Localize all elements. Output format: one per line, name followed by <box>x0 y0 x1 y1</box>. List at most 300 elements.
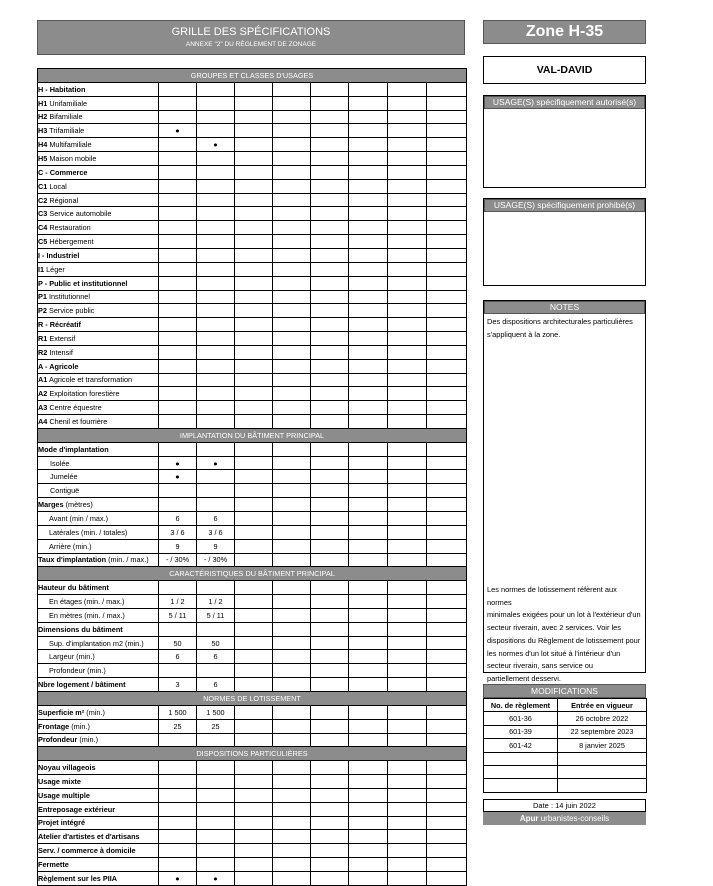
mod-header-row <box>484 699 647 712</box>
grid-cell <box>349 622 388 636</box>
mod-row <box>484 752 647 765</box>
grid-cell <box>311 442 349 456</box>
grid-cell <box>159 581 197 595</box>
grid-cell <box>273 650 311 664</box>
spec-sub-label: Avant (min / max.) <box>49 513 109 523</box>
grid-cell <box>159 761 197 775</box>
grid-cell <box>273 456 311 470</box>
grid-cell <box>311 802 349 816</box>
grid-cell <box>349 498 388 512</box>
grid-cell <box>427 373 467 387</box>
grid-cell <box>311 470 349 484</box>
grid-cell <box>349 484 388 498</box>
grid-cell <box>235 539 273 553</box>
usage-row <box>38 82 467 96</box>
modifications-box <box>483 684 646 793</box>
usage-class-code: C5 <box>38 237 48 247</box>
grid-cell <box>349 235 388 249</box>
grid-cell <box>388 498 427 512</box>
usage-group-label: P - Public et institutionnel <box>38 278 128 288</box>
grid-cell <box>197 262 235 276</box>
grid-cell <box>311 816 349 830</box>
grid-cell <box>273 775 311 789</box>
grid-cell <box>235 678 273 692</box>
implantation-row <box>38 512 467 526</box>
grid-cell <box>273 512 311 526</box>
usage-group-label: A - Agricole <box>38 361 79 371</box>
grid-cell <box>235 816 273 830</box>
usage-class-code: H4 <box>38 140 48 150</box>
grid-cell <box>235 442 273 456</box>
grid-cell <box>273 235 311 249</box>
implantation-row <box>38 498 467 512</box>
grid-cell <box>159 664 197 678</box>
grid-cell <box>273 788 311 802</box>
lotissement-row <box>38 733 467 747</box>
grid-cell <box>388 650 427 664</box>
grid-cell <box>427 650 467 664</box>
grid-cell: 6 <box>159 512 197 526</box>
grid-cell <box>311 650 349 664</box>
grid-cell <box>349 595 388 609</box>
grid-cell <box>273 96 311 110</box>
usage-row <box>38 318 467 332</box>
usage-class-label: Exploitation forestière <box>47 389 120 399</box>
grid-cell <box>388 262 427 276</box>
grid-cell <box>427 138 467 152</box>
grid-cell <box>349 470 388 484</box>
grid-cell <box>197 442 235 456</box>
usage-class-code: C4 <box>38 223 48 233</box>
grid-cell <box>273 525 311 539</box>
grid-cell <box>197 221 235 235</box>
note-lotissement <box>484 584 645 686</box>
grid-cell <box>388 124 427 138</box>
grid-cell <box>427 705 467 719</box>
mod-row <box>484 739 647 752</box>
grid-cell <box>159 816 197 830</box>
grid-cell <box>235 581 273 595</box>
note-line: dispositions du Règlement de lotissement pour <box>487 635 641 645</box>
usage-class-code: C1 <box>38 181 48 191</box>
note-line: secteur riverain, avec 2 services. Voir les <box>487 623 621 633</box>
grid-cell <box>235 262 273 276</box>
usage-class-label: Chenil et fourrière <box>47 417 108 427</box>
usage-row <box>38 96 467 110</box>
grid-cell <box>197 802 235 816</box>
grid-cell: 1 500 <box>159 705 197 719</box>
grid-cell <box>388 775 427 789</box>
usage-label <box>38 124 159 138</box>
grid-cell <box>427 802 467 816</box>
usage-class-code: P1 <box>38 292 47 302</box>
grid-cell <box>349 304 388 318</box>
grid-cell: ● <box>197 871 235 885</box>
usage-class-code: R2 <box>38 347 48 357</box>
grid-cell <box>349 387 388 401</box>
disposition-label <box>38 871 159 885</box>
disposition-head: Serv. / commerce à domicile <box>38 846 136 856</box>
grid-cell <box>311 553 349 567</box>
grid-cell <box>273 484 311 498</box>
grid-cell <box>427 719 467 733</box>
disposition-row <box>38 816 467 830</box>
grid-cell <box>273 304 311 318</box>
grid-cell <box>235 788 273 802</box>
grid-cell <box>311 733 349 747</box>
usage-label <box>38 82 159 96</box>
grid-cell <box>388 871 427 885</box>
usage-class-code: H3 <box>38 126 48 136</box>
grid-cell <box>427 304 467 318</box>
usage-class-label: Restauration <box>47 223 91 233</box>
spec-sub-label: Largeur (min.) <box>49 652 95 662</box>
revision-date: Date : 14 juin 2022 <box>533 801 596 810</box>
disposition-label <box>38 761 159 775</box>
grid-cell <box>349 581 388 595</box>
disposition-head: Projet intégré <box>38 818 86 828</box>
spec-head-label: Marges <box>38 500 64 510</box>
grid-cell <box>388 193 427 207</box>
grid-cell <box>388 622 427 636</box>
grid-cell <box>427 525 467 539</box>
section-caracteristiques <box>38 567 467 581</box>
grid-cell <box>159 96 197 110</box>
section-usages-title: GROUPES ET CLASSES D'USAGES <box>38 69 467 83</box>
usage-class-label: Unifamiliale <box>47 98 88 108</box>
usage-label <box>38 165 159 179</box>
section-dispositions-title: DISPOSITIONS PARTICULIÈRES <box>38 747 467 761</box>
grid-cell <box>311 152 349 166</box>
caracteristiques-row <box>38 595 467 609</box>
usage-label <box>38 276 159 290</box>
mod-number: 601-36 <box>484 712 558 725</box>
grid-cell <box>159 622 197 636</box>
grid-cell <box>197 165 235 179</box>
grid-cell <box>427 359 467 373</box>
grid-cell: 6 <box>159 650 197 664</box>
usage-group-label: C - Commerce <box>38 167 88 177</box>
usage-row <box>38 262 467 276</box>
grid-cell <box>349 345 388 359</box>
grid-cell <box>197 484 235 498</box>
grid-cell <box>159 788 197 802</box>
usage-row <box>38 276 467 290</box>
grid-cell <box>273 165 311 179</box>
implantation-row <box>38 525 467 539</box>
grid-cell: 3 <box>159 678 197 692</box>
usage-class-code: C3 <box>38 209 48 219</box>
usage-class-code: H5 <box>38 153 48 163</box>
grid-cell <box>311 276 349 290</box>
disposition-label <box>38 816 159 830</box>
date-box <box>483 799 646 812</box>
grid-cell <box>349 719 388 733</box>
brand-logo-text: Apur <box>519 814 539 823</box>
spec-label <box>38 470 159 484</box>
grid-cell <box>349 664 388 678</box>
grid-cell <box>311 248 349 262</box>
grid-cell <box>159 415 197 429</box>
grid-cell <box>197 152 235 166</box>
grid-cell <box>388 373 427 387</box>
grid-cell <box>349 124 388 138</box>
usage-label <box>38 373 159 387</box>
usage-row <box>38 290 467 304</box>
grid-cell: ● <box>159 871 197 885</box>
grid-cell <box>427 248 467 262</box>
grid-cell <box>311 304 349 318</box>
grid-cell <box>235 179 273 193</box>
grid-cell <box>197 664 235 678</box>
grid-cell <box>427 387 467 401</box>
grid-cell <box>235 415 273 429</box>
grid-cell <box>235 733 273 747</box>
grid-cell: 9 <box>197 539 235 553</box>
grid-cell <box>273 415 311 429</box>
usage-class-label: Agricole et transformation <box>47 375 133 385</box>
grid-cell <box>427 512 467 526</box>
grid-cell: 1 / 2 <box>197 595 235 609</box>
grid-cell <box>273 761 311 775</box>
grid-cell <box>273 193 311 207</box>
grid-cell <box>388 110 427 124</box>
grid-cell <box>197 415 235 429</box>
usage-row <box>38 179 467 193</box>
lotissement-label <box>38 705 159 719</box>
grid-cell <box>311 221 349 235</box>
usage-label <box>38 318 159 332</box>
usage-row <box>38 387 467 401</box>
usage-row <box>38 165 467 179</box>
disposition-row <box>38 830 467 844</box>
mod-row <box>484 765 647 778</box>
lotissement-head: Profondeur <box>38 735 78 745</box>
grid-cell: 3 / 6 <box>159 525 197 539</box>
grid-cell <box>197 733 235 747</box>
grid-cell: 9 <box>159 539 197 553</box>
note-line: Des dispositions architecturales particulières <box>487 317 633 326</box>
grid-cell <box>235 622 273 636</box>
grid-cell <box>349 678 388 692</box>
grid-cell <box>235 110 273 124</box>
grid-cell <box>159 442 197 456</box>
grid-cell <box>235 82 273 96</box>
disposition-head: Noyau villageois <box>38 763 96 773</box>
disposition-row <box>38 802 467 816</box>
grid-cell <box>235 401 273 415</box>
grid-cell <box>349 733 388 747</box>
grid-cell <box>159 262 197 276</box>
grid-cell <box>311 719 349 733</box>
grid-cell <box>388 401 427 415</box>
grid-cell <box>311 235 349 249</box>
grid-cell <box>427 165 467 179</box>
grid-cell <box>388 82 427 96</box>
grid-cell <box>427 636 467 650</box>
grid-cell <box>235 512 273 526</box>
grid-cell <box>311 830 349 844</box>
grid-cell <box>235 304 273 318</box>
usage-class-label: Trifamiliale <box>47 126 85 136</box>
prohibited-usages-box <box>483 198 646 286</box>
usage-row <box>38 373 467 387</box>
usage-class-code: A2 <box>38 389 48 399</box>
grid-cell: ● <box>159 124 197 138</box>
grid-cell <box>159 138 197 152</box>
section-implantation-title: IMPLANTATION DU BÂTIMENT PRINCIPAL <box>38 428 467 442</box>
grid-cell <box>388 304 427 318</box>
lotissement-unit: (min.) <box>84 707 105 717</box>
grid-cell <box>311 678 349 692</box>
grid-cell <box>235 775 273 789</box>
mod-header-number: No. de règlement <box>484 699 558 712</box>
caracteristiques-row <box>38 622 467 636</box>
grid-cell <box>388 595 427 609</box>
grid-cell <box>197 844 235 858</box>
usage-class-code: H2 <box>38 112 48 122</box>
grid-cell <box>349 802 388 816</box>
grid-cell <box>197 96 235 110</box>
grid-cell <box>427 622 467 636</box>
spec-sub-label: Latérales (min. / totales) <box>49 527 128 537</box>
grid-cell: 5 / 11 <box>159 608 197 622</box>
disposition-row <box>38 871 467 885</box>
grid-cell <box>273 830 311 844</box>
grid-cell <box>427 82 467 96</box>
disposition-row <box>38 775 467 789</box>
grid-cell <box>427 207 467 221</box>
grid-cell <box>273 719 311 733</box>
grid-cell <box>197 788 235 802</box>
grid-cell <box>235 165 273 179</box>
grid-cell <box>273 124 311 138</box>
implantation-row <box>38 484 467 498</box>
grid-cell <box>273 664 311 678</box>
usage-class-label: Centre équestre <box>47 403 102 413</box>
section-lotissement <box>38 691 467 705</box>
grid-cell <box>388 636 427 650</box>
grid-cell <box>311 262 349 276</box>
lotissement-unit: (min.) <box>77 735 99 745</box>
grid-cell <box>349 456 388 470</box>
grid-cell <box>388 290 427 304</box>
usage-class-code: A3 <box>38 403 48 413</box>
caracteristiques-row <box>38 636 467 650</box>
usage-group-label: R - Récréatif <box>38 320 81 330</box>
spec-unit: (min. / max.) <box>106 555 149 565</box>
grid-cell <box>349 636 388 650</box>
grid-cell <box>388 608 427 622</box>
grid-cell <box>388 553 427 567</box>
mod-date <box>558 752 647 765</box>
mod-number <box>484 752 558 765</box>
grid-cell <box>197 581 235 595</box>
grid-cell <box>235 608 273 622</box>
grid-cell <box>273 221 311 235</box>
grid-cell <box>235 359 273 373</box>
grid-cell <box>349 830 388 844</box>
grid-subtitle: ANNEXE "2" DU RÈGLEMENT DE ZONAGE <box>185 41 317 48</box>
grid-cell <box>235 207 273 221</box>
grid-title-box <box>37 20 465 55</box>
usage-class-label: Hébergement <box>47 237 94 247</box>
grid-cell <box>349 442 388 456</box>
grid-cell <box>159 802 197 816</box>
disposition-head: Entreposage extérieur <box>38 804 116 814</box>
spec-sub-label: Isolée <box>50 458 70 468</box>
spec-sub-label: Sup. d'implantation m2 (min.) <box>49 638 144 648</box>
spec-sub-label: Profondeur (min.) <box>49 666 106 676</box>
usage-row <box>38 193 467 207</box>
usage-class-label: Maison mobile <box>47 153 97 163</box>
grid-cell <box>235 470 273 484</box>
municipality-box <box>483 56 646 84</box>
grid-cell <box>273 678 311 692</box>
grid-cell: ● <box>159 470 197 484</box>
spec-label <box>38 581 159 595</box>
usage-row <box>38 221 467 235</box>
grid-cell <box>427 179 467 193</box>
grid-cell <box>159 304 197 318</box>
grid-cell <box>159 387 197 401</box>
grid-cell <box>235 276 273 290</box>
usage-label <box>38 221 159 235</box>
brand-box <box>483 812 646 825</box>
grid-cell <box>159 484 197 498</box>
caracteristiques-row <box>38 608 467 622</box>
lotissement-row <box>38 705 467 719</box>
grid-cell <box>311 179 349 193</box>
grid-cell <box>388 705 427 719</box>
note-line: les normes d'un lot situé à l'intérieur d'un <box>487 648 621 658</box>
grid-cell <box>311 401 349 415</box>
usage-row <box>38 345 467 359</box>
grid-cell <box>197 359 235 373</box>
grid-cell <box>388 345 427 359</box>
grid-cell <box>311 636 349 650</box>
grid-cell <box>311 456 349 470</box>
grid-cell <box>273 387 311 401</box>
usage-row <box>38 359 467 373</box>
grid-cell <box>273 844 311 858</box>
usage-label <box>38 415 159 429</box>
grid-cell <box>388 387 427 401</box>
mod-date <box>558 779 647 792</box>
usage-class-code: R1 <box>38 333 48 343</box>
grid-cell: 25 <box>159 719 197 733</box>
usage-class-code: A1 <box>38 375 48 385</box>
usage-row <box>38 124 467 138</box>
grid-cell <box>235 235 273 249</box>
usage-label <box>38 138 159 152</box>
grid-cell <box>311 484 349 498</box>
grid-cell <box>311 539 349 553</box>
caracteristiques-row <box>38 650 467 664</box>
grid-cell <box>235 525 273 539</box>
grid-cell <box>388 332 427 346</box>
section-dispositions <box>38 747 467 761</box>
grid-cell <box>197 332 235 346</box>
notes-box <box>483 300 646 683</box>
grid-cell <box>273 816 311 830</box>
grid-cell <box>159 193 197 207</box>
usage-row <box>38 401 467 415</box>
grid-cell <box>311 359 349 373</box>
grid-cell <box>159 373 197 387</box>
grid-cell <box>349 290 388 304</box>
grid-cell: 50 <box>197 636 235 650</box>
